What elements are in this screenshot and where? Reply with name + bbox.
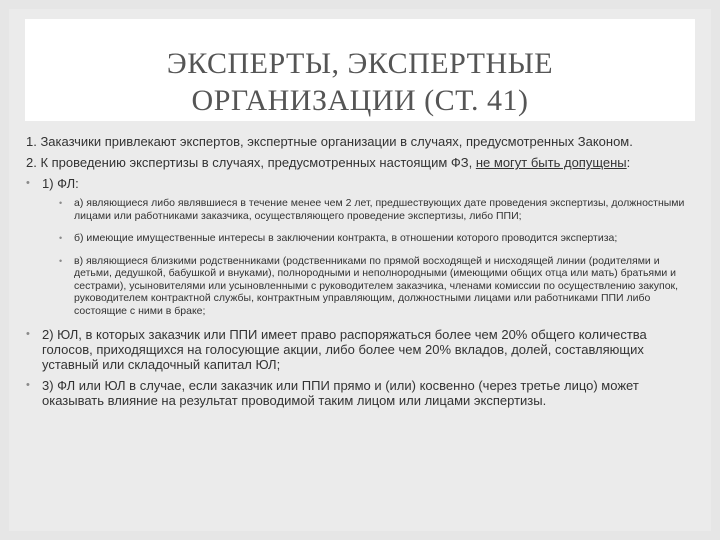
paragraph-2-suffix: :: [626, 155, 631, 170]
list-item-2-text: 2) ЮЛ, в которых заказчик или ППИ имеет право распоряжаться более чем 20% общего количества голосов, приходящихся на голосующие акции, либо более чем 20% вкладов, долей, составляющих уставный или складочный капитал ЮЛ;: [42, 327, 647, 372]
slide: [9, 9, 711, 531]
paragraph-1: 1. Заказчики привлекают экспертов, экспертные организации в случаях, предусмотренных Законом.: [26, 134, 633, 149]
list-item-2: [26, 327, 698, 372]
paragraph-2: [26, 155, 698, 170]
bullet-icon: •: [26, 328, 30, 340]
sub-item-b: [26, 232, 698, 245]
bullet-icon: •: [26, 379, 30, 391]
list-item-1-text: 1) ФЛ:: [42, 176, 79, 191]
sub-item-a: [26, 197, 698, 222]
bullet-icon: •: [26, 177, 30, 189]
title-box: [25, 19, 695, 121]
list-item-1: [26, 176, 698, 191]
title-line-2: ОРГАНИЗАЦИИ (СТ. 41): [191, 84, 529, 117]
sub-item-c: [26, 255, 698, 318]
sub-item-c-text: в) являющиеся близкими родственниками (родственниками по прямой восходящей и нисходящей линии (родителями и детьми, дедушкой, бабушкой и внуками), полнородными и неполнородными (имеющими общих отца или мать) братьями и сестрами), усыновителями или усыновленными с руководителем заказчика, членами комиссии по осуществлению закупок, руководителем контрактной службы, контрактным управляющим, должностными лицами или работниками ППИ либо состоящие с ними в браке;: [74, 254, 679, 317]
sub-item-a-text: а) являющиеся либо являвшиеся в течение менее чем 2 лет, предшествующих дате проведения экспертизы, должностными лицами или работниками заказчика, осуществляющего проведение экспертизы, либо ППИ;: [74, 197, 685, 222]
title-line-1: ЭКСПЕРТЫ, ЭКСПЕРТНЫЕ: [166, 47, 554, 80]
bullet-icon: •: [59, 255, 63, 266]
paragraph-2-prefix: 2. К проведению экспертизы в случаях, предусмотренных настоящим ФЗ,: [26, 155, 476, 170]
paragraph-2-underlined: не могут быть допущены: [475, 155, 627, 170]
list-item-3: [26, 378, 698, 408]
bullet-icon: •: [59, 233, 63, 243]
slide-content: [26, 134, 698, 414]
bullet-icon: •: [59, 198, 63, 208]
sub-item-b-text: б) имеющие имущественные интересы в заключении контракта, в отношении которого проводится экспертиза;: [74, 232, 618, 244]
slide-title: [25, 45, 695, 119]
list-item-3-text: 3) ФЛ или ЮЛ в случае, если заказчик или ППИ прямо и (или) косвенно (через третье лицо) может оказывать влияние на результат проводимой таким лицом или лицами экспертизы.: [42, 378, 639, 408]
